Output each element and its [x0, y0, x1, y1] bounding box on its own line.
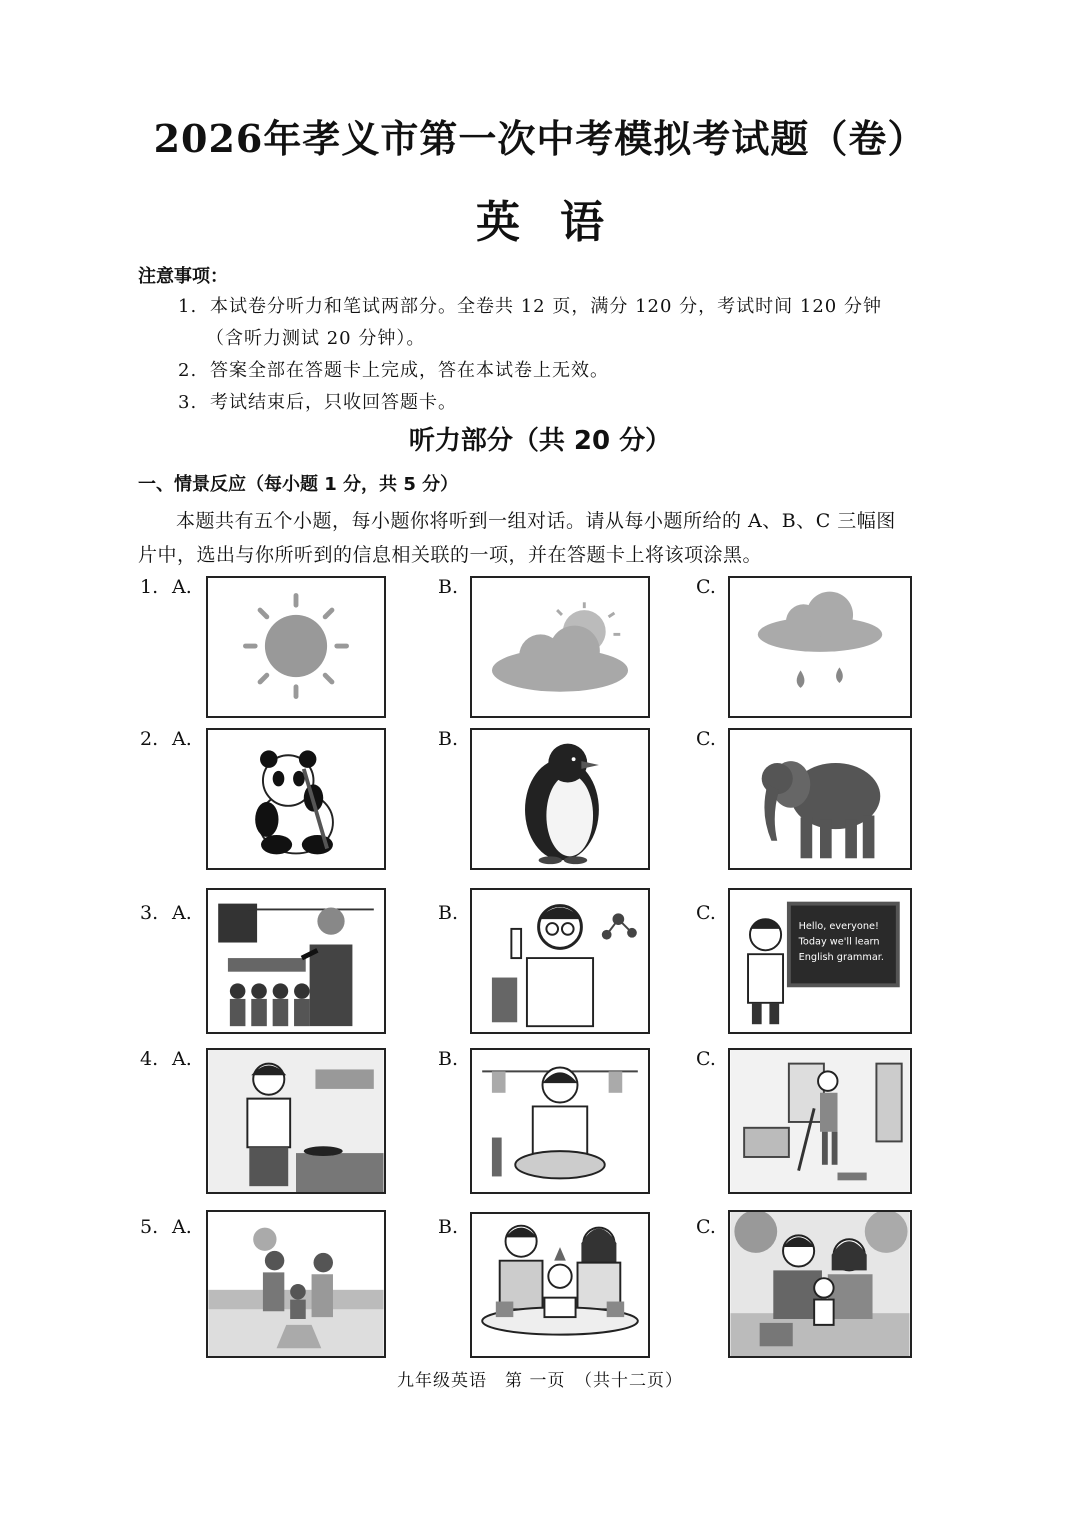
notice-num: 2.	[178, 360, 198, 381]
question-number: 5.	[140, 1216, 159, 1238]
option-picture[interactable]	[470, 728, 650, 870]
option-label: C.	[696, 728, 716, 750]
option-label: A.	[172, 902, 192, 924]
sun-icon	[208, 578, 384, 716]
elephant-icon	[730, 730, 910, 868]
option-picture[interactable]	[470, 888, 650, 1034]
notice-text: 考试结束后，只收回答题卡。	[210, 392, 457, 413]
blackboard-line-1: Hello, everyone!	[798, 920, 879, 932]
option-label: A.	[172, 1216, 192, 1238]
option-label: C.	[696, 1216, 716, 1238]
option-picture[interactable]	[728, 576, 912, 718]
beach-family-icon	[208, 1212, 384, 1356]
option-label: C.	[696, 902, 716, 924]
question-number: 4.	[140, 1048, 159, 1070]
notice-item-3	[178, 388, 457, 414]
teacher-icon	[730, 890, 910, 1032]
option-picture[interactable]	[206, 1048, 386, 1194]
option-picture[interactable]	[728, 888, 912, 1034]
option-picture[interactable]	[470, 1048, 650, 1194]
option-label: B.	[438, 902, 459, 924]
listening-title: 听力部分（共 20 分）	[408, 426, 672, 456]
option-label: A.	[172, 576, 192, 598]
reporter-icon	[208, 890, 384, 1032]
option-label: B.	[438, 1216, 459, 1238]
cloudy-icon	[472, 578, 648, 716]
option-picture[interactable]	[728, 728, 912, 870]
option-label: B.	[438, 1048, 459, 1070]
instruction-line-2: 片中，选出与你所听到的信息相关联的一项，并在答题卡上将该项涂黑。	[138, 544, 763, 566]
section-1-heading: 一、情景反应（每小题 1 分，共 5 分）	[138, 474, 459, 495]
picnic-family-icon	[730, 1212, 910, 1356]
option-label: A.	[172, 728, 192, 750]
notice-item-1	[178, 292, 882, 318]
washing-clothes-icon	[472, 1050, 648, 1192]
notice-text: 本试卷分听力和笔试两部分。全卷共 12 页，满分 120 分，考试时间 120 分钟	[210, 296, 882, 317]
option-picture[interactable]	[728, 1210, 912, 1358]
option-picture[interactable]	[206, 888, 386, 1034]
question-number: 2.	[140, 728, 159, 750]
birthday-family-icon	[472, 1214, 648, 1356]
notice-heading: 注意事项：	[138, 266, 228, 287]
notice-item-2	[178, 356, 609, 382]
option-label: C.	[696, 576, 716, 598]
notice-num: 3.	[178, 392, 198, 413]
option-label: B.	[438, 728, 459, 750]
option-label: A.	[172, 1048, 192, 1070]
option-picture[interactable]	[728, 1048, 912, 1194]
subject-title: 英语	[476, 197, 644, 248]
notice-text: 答案全部在答题卡上完成，答在本试卷上无效。	[210, 360, 609, 381]
option-label: B.	[438, 576, 459, 598]
notice-item-1-cont: （含听力测试 20 分钟）。	[206, 328, 426, 349]
blackboard-line-3: English grammar.	[798, 952, 884, 964]
cooking-icon	[208, 1050, 384, 1192]
scientist-icon	[472, 890, 648, 1032]
question-number: 1.	[140, 576, 159, 598]
exam-title: 2026年孝义市第一次中考模拟考试题（卷）	[153, 116, 927, 161]
option-label: C.	[696, 1048, 716, 1070]
blackboard-line-2: Today we'll learn	[798, 936, 880, 948]
option-picture[interactable]	[206, 728, 386, 870]
option-picture[interactable]	[470, 576, 650, 718]
notice-num: 1.	[178, 296, 198, 317]
question-number: 3.	[140, 902, 159, 924]
option-picture[interactable]	[206, 576, 386, 718]
option-picture[interactable]	[470, 1212, 650, 1358]
cleaning-room-icon	[730, 1050, 910, 1192]
penguin-icon	[472, 730, 648, 868]
page-footer: 九年级英语 第 一页 （共十二页）	[397, 1371, 683, 1391]
instruction-line-1: 本题共有五个小题，每小题你将听到一组对话。请从每小题所给的 A、B、C 三幅图	[176, 510, 896, 532]
panda-icon	[208, 730, 384, 868]
rain-icon	[730, 578, 910, 716]
option-picture[interactable]	[206, 1210, 386, 1358]
